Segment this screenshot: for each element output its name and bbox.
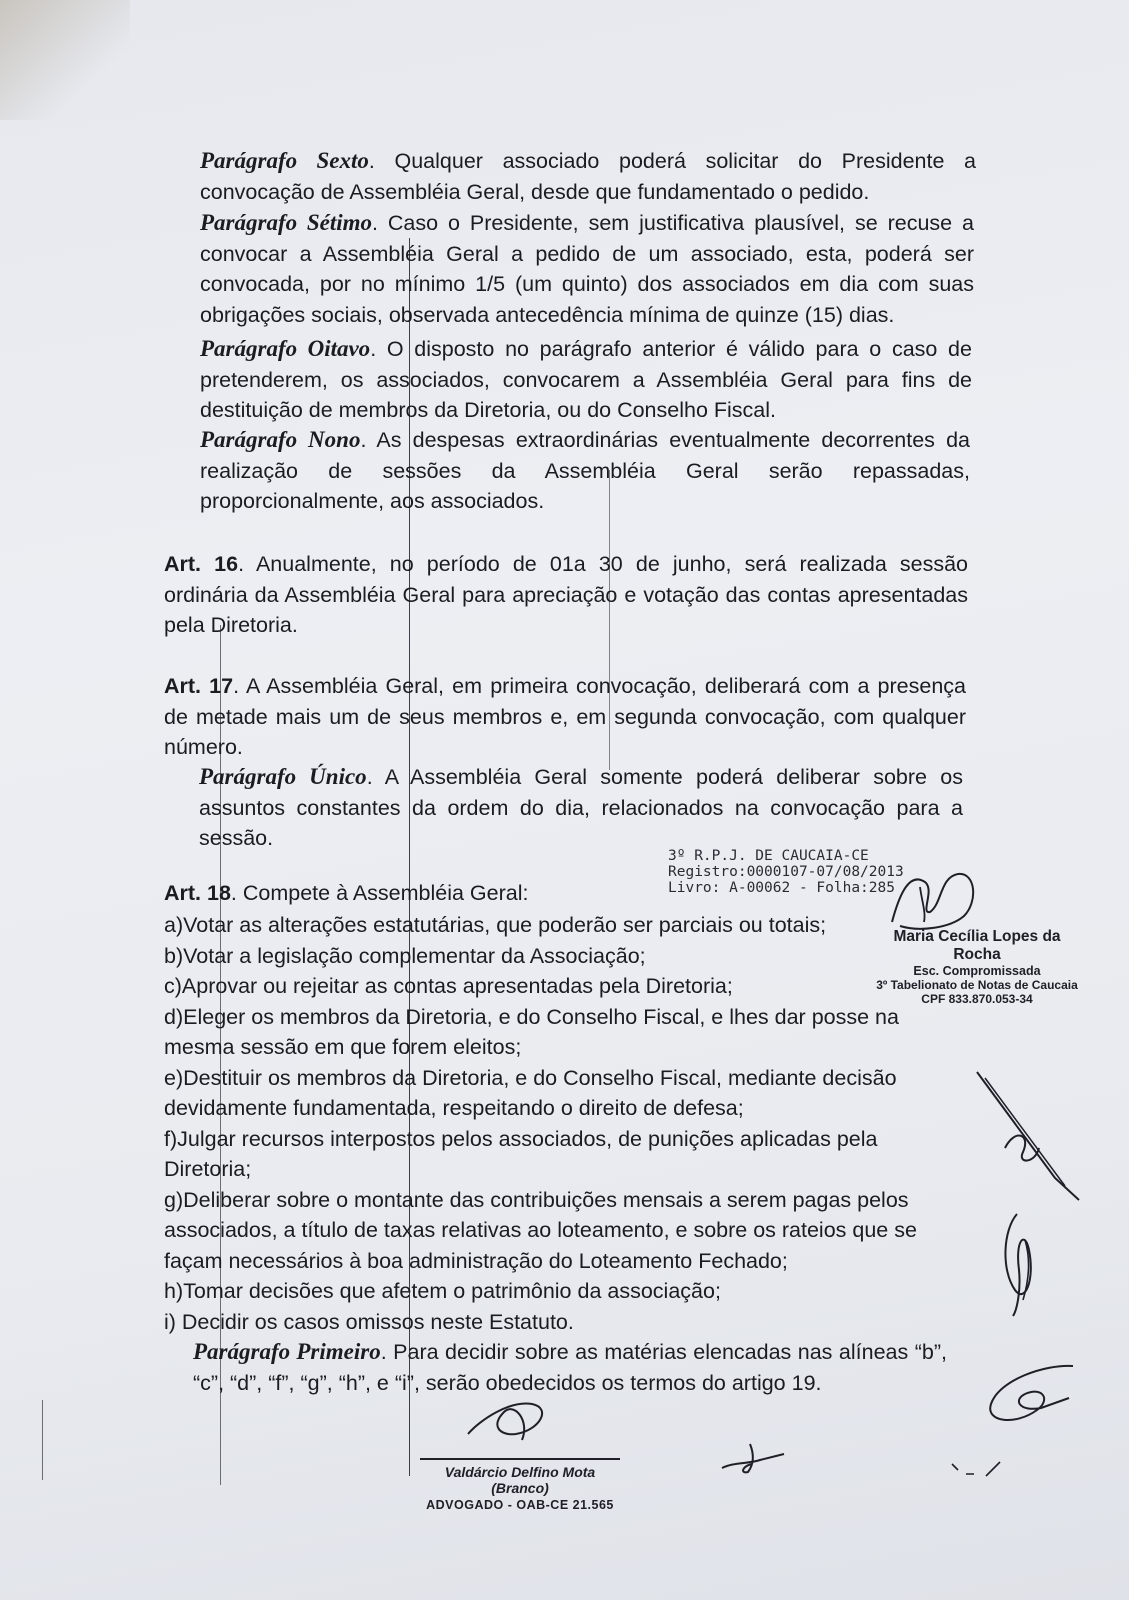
registry-stamp-line: Livro: A-00062 - Folha:285 bbox=[668, 880, 895, 896]
paragraph-unico bbox=[199, 762, 963, 854]
lawyer-oab: ADVOGADO - OAB-CE 21.565 bbox=[426, 1498, 614, 1512]
notary-cpf: CPF 833.870.053-34 bbox=[921, 992, 1033, 1006]
lawyer-signature-icon bbox=[460, 1390, 580, 1450]
registry-stamp-line: 3º R.P.J. DE CAUCAIA-CE bbox=[668, 848, 869, 864]
list-item: b)Votar a legislação complementar da Associação; bbox=[164, 944, 646, 968]
article-16 bbox=[164, 549, 968, 641]
paragraph-label: Parágrafo Nono bbox=[200, 427, 361, 452]
notary-role: Esc. Compromissada bbox=[913, 964, 1041, 978]
paragraph-text: . Para decidir sobre as matérias elencadas nas alíneas “b”, “c”, “d”, “f”, “g”, “h”, e “i”, serão obedecidos os termos do artigo 19. bbox=[193, 1340, 947, 1395]
article-text: . Anualmente, no período de 01a 30 de junho, será realizada sessão ordinária da Assembléia Geral para apreciação e votação das contas apresentadas pela Diretoria. bbox=[164, 552, 969, 637]
paragraph-setimo bbox=[200, 208, 974, 330]
notary-name: Maria Cecília Lopes da Rocha bbox=[893, 928, 1061, 963]
paragraph-label: Parágrafo Sétimo bbox=[200, 210, 372, 235]
list-item: façam necessários à boa administração do Loteamento Fechado; bbox=[164, 1249, 788, 1273]
article-18-intro bbox=[164, 878, 664, 909]
list-item: associados, a título de taxas relativas ao loteamento, e sobre os rateios que se bbox=[164, 1218, 917, 1242]
paragraph-label: Parágrafo Único bbox=[199, 764, 367, 789]
list-item: devidamente fundamentada, respeitando o direito de defesa; bbox=[164, 1096, 744, 1120]
list-item: Diretoria; bbox=[164, 1157, 252, 1181]
registry-stamp bbox=[668, 848, 904, 896]
list-item: c)Aprovar ou rejeitar as contas apresentadas pela Diretoria; bbox=[164, 974, 733, 998]
lawyer-stamp bbox=[420, 1458, 620, 1512]
paragraph-primeiro bbox=[193, 1337, 947, 1398]
list-item: g)Deliberar sobre o montante das contribuições mensais a serem pagas pelos bbox=[164, 1188, 909, 1212]
article-17 bbox=[164, 671, 966, 763]
paragraph-label: Parágrafo Oitavo bbox=[200, 336, 371, 361]
article-label: Art. 17 bbox=[164, 674, 234, 698]
right-margin-signature-icon bbox=[975, 1068, 1085, 1208]
bottom-right-mark-icon bbox=[948, 1458, 1008, 1482]
registry-stamp-line: Registro:0000107-07/08/2013 bbox=[668, 864, 904, 880]
list-item: h)Tomar decisões que afetem o patrimônio da associação; bbox=[164, 1279, 721, 1303]
paragraph-text: . As despesas extraordinárias eventualmente decorrentes da realização de sessões da Assembléia Geral serão repassadas, proporcionalmente, aos associados. bbox=[200, 428, 971, 513]
list-item: mesma sessão em que forem eleitos; bbox=[164, 1035, 522, 1059]
paragraph-sexto bbox=[200, 146, 976, 207]
paragraph-text: . O disposto no parágrafo anterior é válido para o caso de pretenderem, os associados, convocarem a Assembléia Geral para fins de destituição de membros da Diretoria, ou do Conselho Fiscal. bbox=[200, 337, 972, 422]
article-text: . Compete à Assembléia Geral: bbox=[230, 881, 529, 905]
notary-signature-icon bbox=[880, 852, 990, 942]
paragraph-oitavo bbox=[200, 334, 972, 426]
right-margin-rubric-icon bbox=[985, 1360, 1080, 1430]
list-item: a)Votar as alterações estatutárias, que poderão ser parciais ou totais; bbox=[164, 913, 827, 937]
bottom-initials-icon bbox=[720, 1438, 790, 1478]
paragraph-text: . Qualquer associado poderá solicitar do Presidente a convocação de Assembléia Geral, desde que fundamentado o pedido. bbox=[200, 149, 977, 204]
article-text: . A Assembléia Geral, em primeira convocação, deliberará com a presença de metade mais um de seus membros e, em segunda convocação, com qualquer número. bbox=[164, 674, 966, 759]
notary-office: 3º Tabelionato de Notas de Caucaia bbox=[876, 978, 1078, 992]
list-item: d)Eleger os membros da Diretoria, e do Conselho Fiscal, e lhes dar posse na bbox=[164, 1005, 899, 1029]
right-margin-initials-icon bbox=[995, 1210, 1045, 1320]
paragraph-label: Parágrafo Primeiro bbox=[193, 1339, 381, 1364]
paragraph-label: Parágrafo Sexto bbox=[200, 148, 369, 173]
paragraph-nono bbox=[200, 425, 970, 517]
article-label: Art. 18 bbox=[164, 881, 231, 905]
list-item: f)Julgar recursos interpostos pelos associados, de punições aplicadas pela bbox=[164, 1127, 878, 1151]
paragraph-text: . A Assembléia Geral somente poderá deliberar sobre os assuntos constantes da ordem do dia, relacionados na convocação para a sessão. bbox=[199, 765, 963, 850]
list-item: i) Decidir os casos omissos neste Estatuto. bbox=[164, 1310, 574, 1334]
list-item: e)Destituir os membros da Diretoria, e do Conselho Fiscal, mediante decisão bbox=[164, 1066, 897, 1090]
article-label: Art. 16 bbox=[164, 552, 239, 576]
paragraph-text: . Caso o Presidente, sem justificativa plausível, se recuse a convocar a Assembléia Geral a pedido de um associado, esta, poderá ser convocada, por no mínimo 1/5 (um quinto) dos associados em dia com suas obrigações sociais, observada antecedência mínima de quinze (15) dias. bbox=[200, 211, 974, 327]
lawyer-name: Valdárcio Delfino Mota (Branco) bbox=[420, 1458, 620, 1496]
